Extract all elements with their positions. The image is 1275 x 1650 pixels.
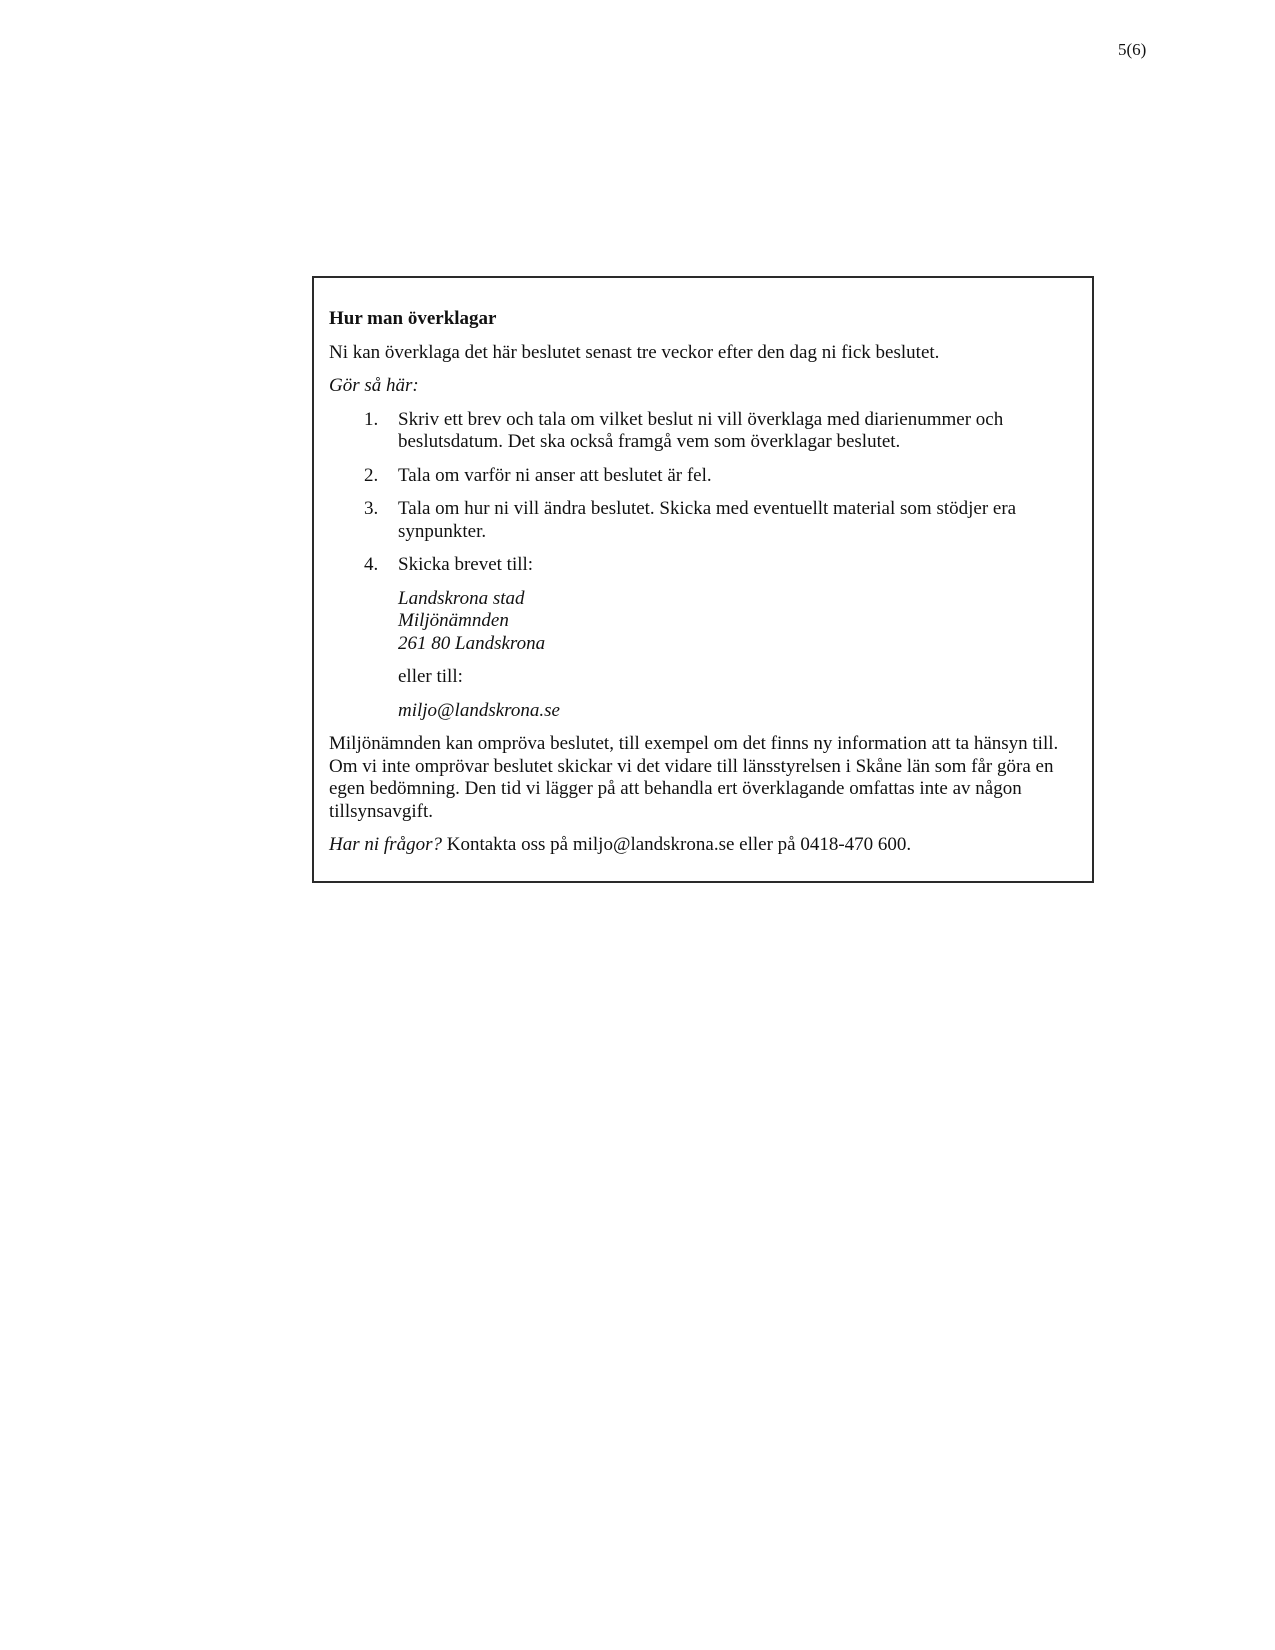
list-item bbox=[329, 409, 1078, 454]
list-item bbox=[329, 498, 1078, 543]
step-text: Tala om hur ni vill ändra beslutet. Skicka med eventuellt material som stödjer era synpunkter. bbox=[398, 498, 1017, 542]
address-line-2: Miljönämnden bbox=[398, 610, 509, 631]
step-text: Skriv ett brev och tala om vilket beslut ni vill överklaga med diarienummer och beslutsdatum. Det ska också framgå vem som överklagar beslutet. bbox=[398, 408, 1004, 452]
contact-paragraph bbox=[329, 834, 1078, 857]
page-number: 5(6) bbox=[1118, 40, 1147, 59]
list-item bbox=[329, 465, 1078, 488]
contact-text: Kontakta oss på miljo@landskrona.se eller på 0418-470 600. bbox=[441, 834, 912, 855]
step-number: 3. bbox=[364, 498, 379, 519]
appeal-info-box bbox=[312, 276, 1094, 883]
how-to-label: Gör så här: bbox=[329, 375, 419, 396]
step-number: 1. bbox=[364, 408, 379, 430]
address-line-3: 261 80 Landskrona bbox=[398, 632, 546, 654]
step-number: 2. bbox=[364, 464, 379, 486]
review-text: Miljönämnden kan ompröva beslutet, till exempel om det finns ny information att ta hänsyn till. Om vi inte omprövar beslutet skickar vi det vidare till länsstyrelsen i Skåne län som får göra en egen bedömning. Den tid vi lägger på att behandla ert överklagande omfattas inte av någon tillsynsavgift. bbox=[329, 733, 1059, 822]
step-text: Tala om varför ni anser att beslutet är fel. bbox=[398, 464, 712, 486]
list-item bbox=[329, 554, 1078, 577]
or-to-label: eller till: bbox=[398, 666, 463, 687]
step-number: 4. bbox=[364, 554, 379, 575]
box-heading: Hur man överklagar bbox=[329, 308, 497, 329]
intro-text: Ni kan överklaga det här beslutet senast tre veckor efter den dag ni fick beslutet. bbox=[329, 341, 940, 363]
postal-address bbox=[329, 588, 1078, 656]
step-text: Skicka brevet till: bbox=[398, 554, 534, 575]
address-line-1: Landskrona stad bbox=[398, 587, 525, 609]
email-address: miljo@landskrona.se bbox=[398, 699, 560, 721]
steps-list bbox=[329, 409, 1078, 577]
questions-label: Har ni frågor? bbox=[329, 834, 442, 855]
